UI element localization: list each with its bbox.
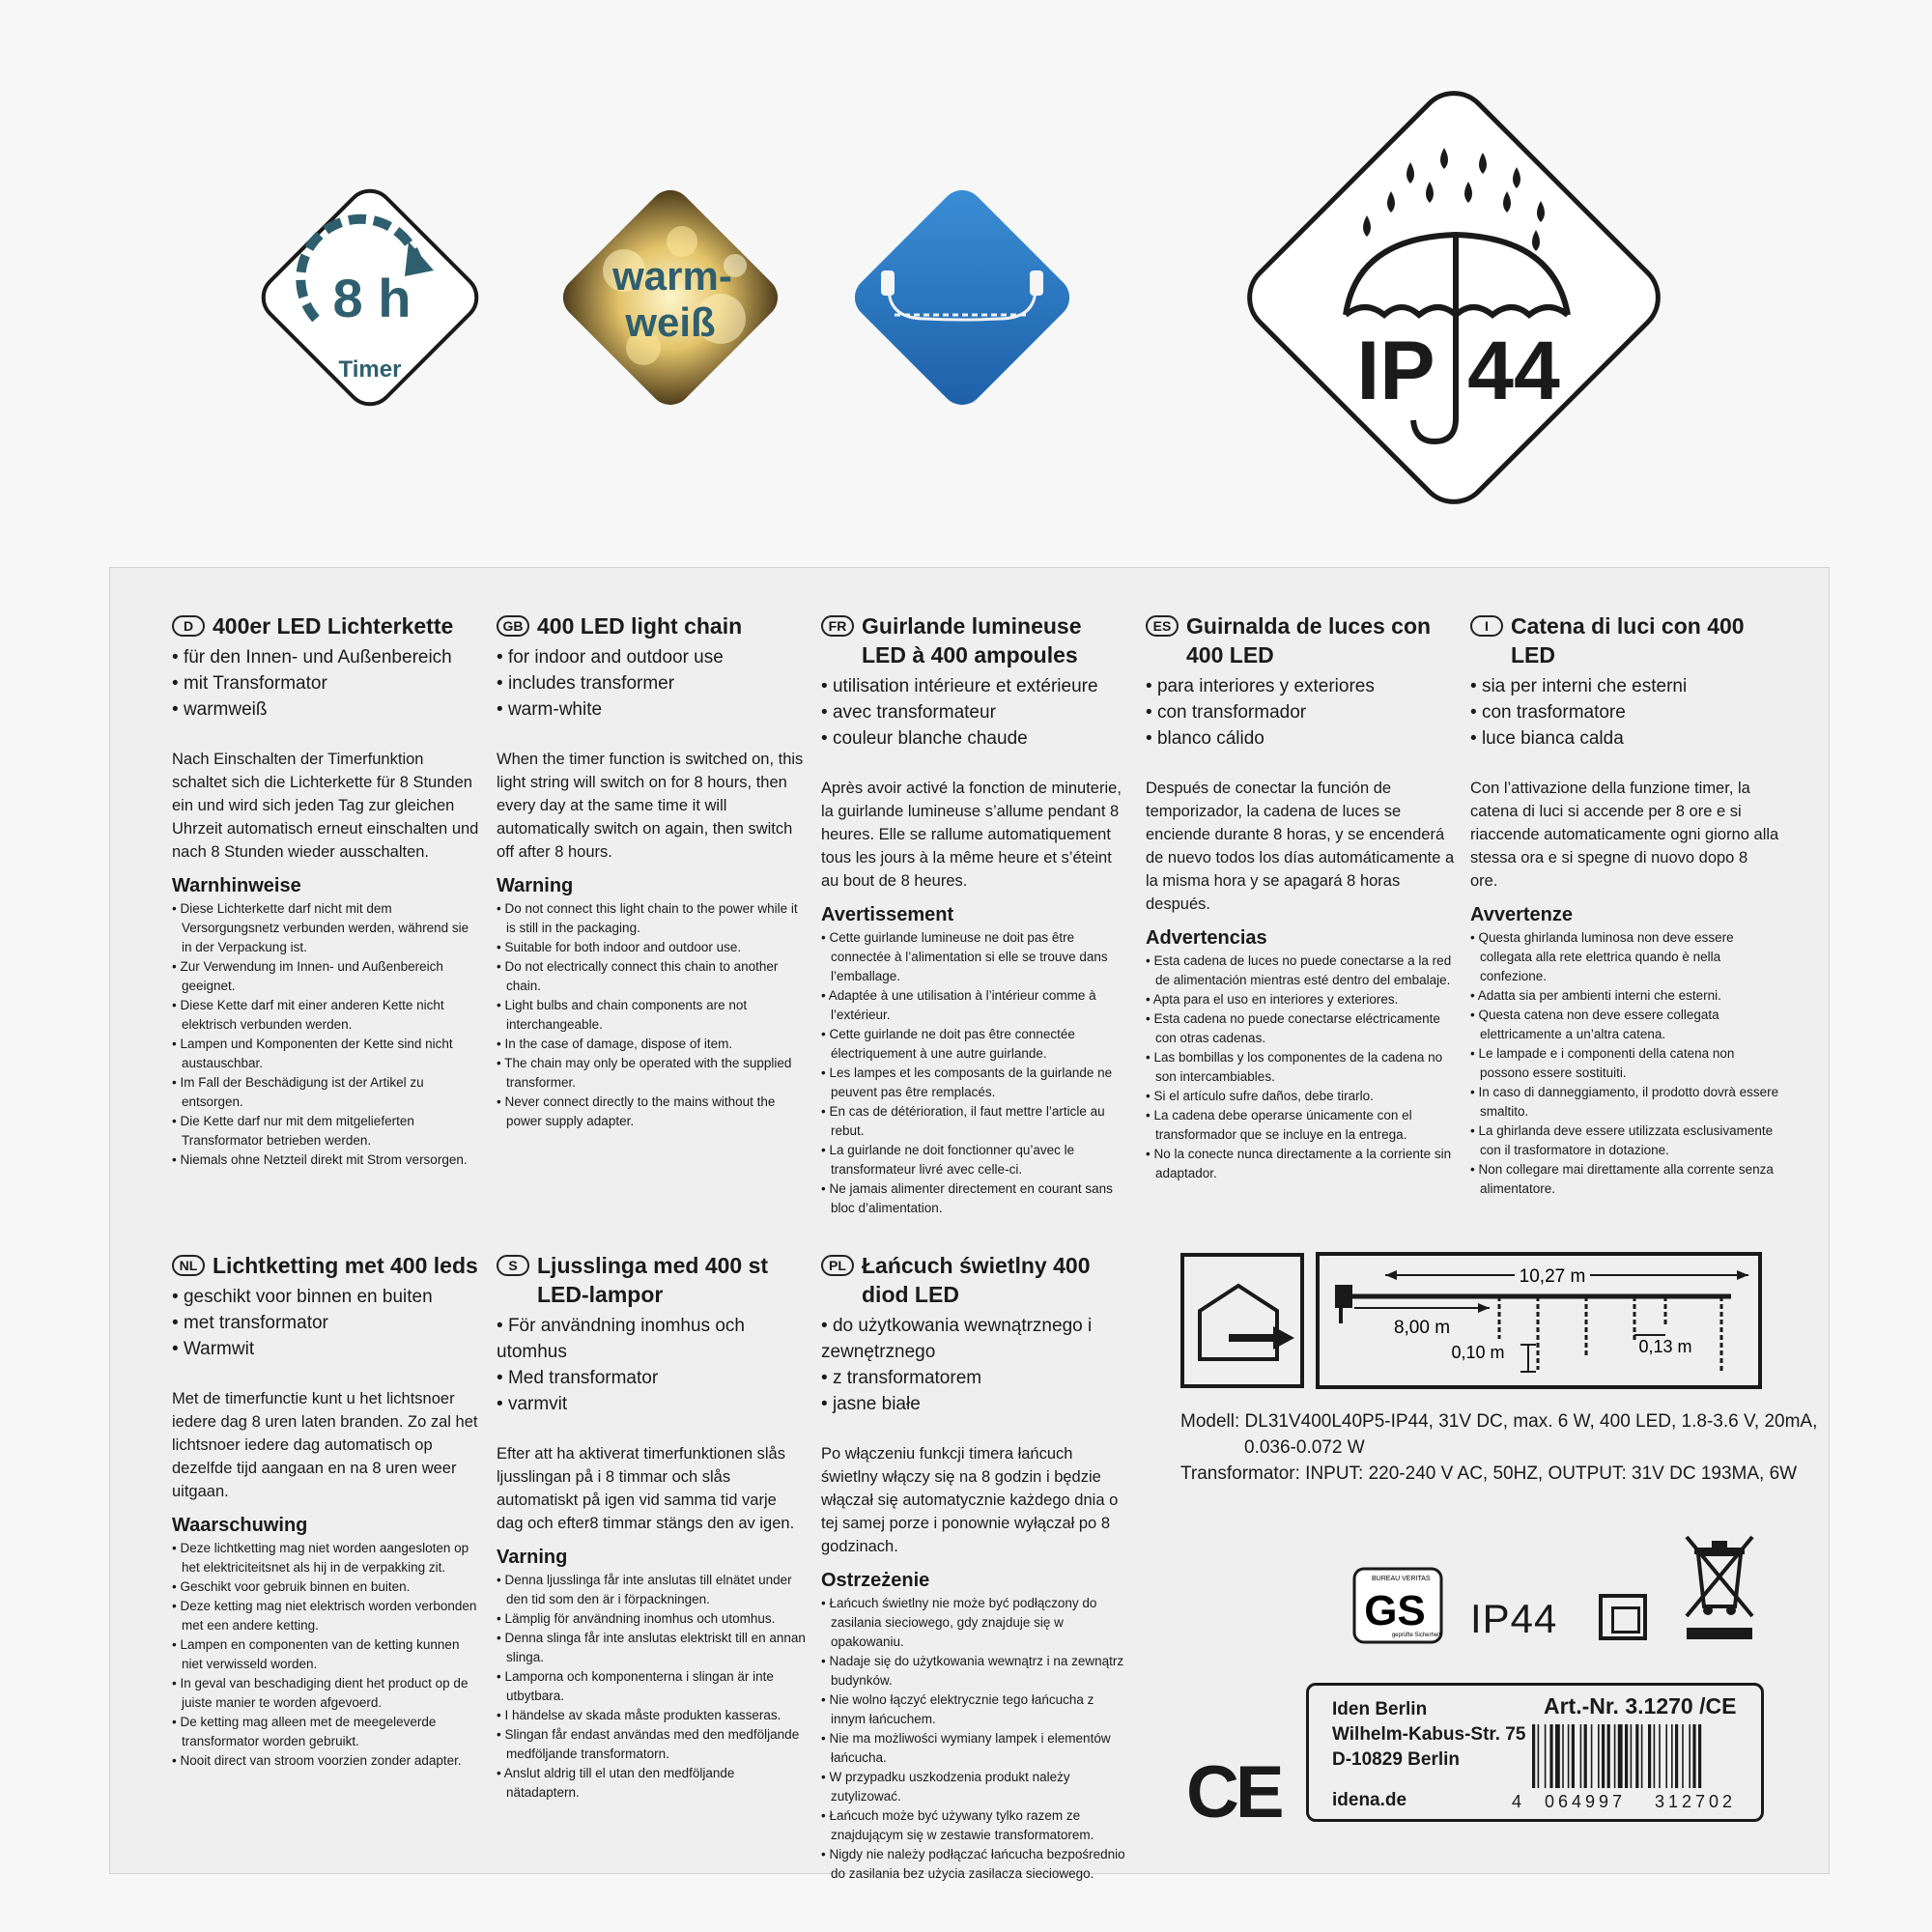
barcode-digits-left: 064997: [1545, 1792, 1627, 1811]
warning-item: • No la conecte nunca directamente a la corriente sin adaptador.: [1146, 1145, 1455, 1183]
address-box: [1306, 1683, 1764, 1822]
warning-item: • Diese Kette darf mit einer anderen Kette nicht elektrisch verbunden werden.: [172, 996, 481, 1035]
column-title: 400 LED light chain: [537, 613, 743, 639]
warning-item: • Lampen en componenten van de ketting kunnen niet verwisseld worden.: [172, 1635, 481, 1674]
feature-item: • jasne białe: [821, 1391, 1130, 1417]
feature-item: • avec transformateur: [821, 699, 1130, 725]
barcode-bar: [1625, 1724, 1628, 1788]
model-spec: Modell: DL31V400L40P5-IP44, 31V DC, max. 6 W, 400 LED, 1.8-3.6 V, 20mA,: [1180, 1411, 1818, 1432]
barcode-bar: [1682, 1724, 1684, 1788]
weee-bin-icon: [1681, 1531, 1758, 1642]
column-header: [172, 611, 481, 640]
column-header: [1470, 611, 1779, 669]
timer-paragraph: Nach Einschalten der Timerfunktion schaltet sich die Lichterkette für 8 Stunden ein und wird sich jeden Tag zur gleichen Uhrzeit automatisch erneut einschalten und nach 8 Stunden wieder ausschalten.: [172, 751, 479, 861]
warning-item: • Adaptée à une utilisation à l’intérieur comme à l’extérieur.: [821, 986, 1130, 1025]
barcode-bar: [1614, 1724, 1616, 1788]
warning-item: • Cette guirlande ne doit pas être connectée électriquement à une autre guirlande.: [821, 1025, 1130, 1064]
warning-item: • Łańcuch może być używany tylko razem ze znajdującym się w zestawie transformatorem.: [821, 1806, 1130, 1845]
language-badge: PL: [821, 1255, 854, 1276]
feature-item: • con trasformatore: [1470, 699, 1779, 725]
ip44-small-label: IP44: [1470, 1596, 1558, 1641]
feature-item: • warm-white: [497, 696, 806, 723]
warning-item: • Denna slinga får inte anslutas elektriskt till en annan slinga.: [497, 1629, 806, 1667]
feature-item: • Warmwit: [172, 1336, 481, 1362]
warning-list: [821, 928, 1130, 1218]
column-fr: [821, 611, 1130, 1218]
feature-item: • do użytkowania wewnątrznego i zewnętrznego: [821, 1313, 1130, 1365]
barcode-bar: [1549, 1724, 1552, 1788]
warning-item: • Nooit direct van stroom voorzien zonder adapter.: [172, 1751, 481, 1771]
column-header: [1146, 611, 1455, 669]
column-se: [497, 1251, 806, 1803]
barcode-bar: [1648, 1724, 1651, 1788]
barcode-bar: [1698, 1724, 1701, 1788]
warning-item: • Im Fall der Beschädigung ist der Artikel zu entsorgen.: [172, 1073, 481, 1112]
model-spec-cont: 0.036-0.072 W: [1244, 1437, 1365, 1458]
gs-bottom-text: geprüfte Sicherheit: [1391, 1633, 1441, 1638]
column-title: Lichtketting met 400 leds: [213, 1253, 478, 1278]
column-gb: [497, 611, 806, 1131]
warning-item: • Die Kette darf nur mit dem mitgelieferten Transformator betrieben werden.: [172, 1112, 481, 1151]
language-badge: ES: [1146, 615, 1179, 637]
barcode-bar: [1659, 1724, 1661, 1788]
feature-list: [1470, 673, 1779, 752]
specs-block: [1180, 1408, 1817, 1487]
warning-item: • Nadaje się do użytkowania wewnątrz i na zewnątrz budynków.: [821, 1652, 1130, 1690]
column-header: [497, 1251, 806, 1309]
warning-list: [172, 899, 481, 1170]
column-header: [821, 1251, 1130, 1309]
feature-list: [1146, 673, 1455, 752]
barcode-digits-right: 312702: [1655, 1792, 1737, 1811]
column-header: [497, 611, 806, 640]
company-name: Iden Berlin: [1332, 1699, 1428, 1719]
timer-label: Timer: [338, 356, 402, 383]
ip44-rain-badge: [1203, 46, 1705, 549]
feature-list: [172, 644, 481, 723]
warm-white-line2: weiß: [625, 299, 716, 345]
warning-item: • De ketting mag alleen met de meegeleverde transformator worden gebruikt.: [172, 1713, 481, 1751]
warning-item: • Lamporna och komponenterna i slingan är inte utbytbara.: [497, 1667, 806, 1706]
warning-item: • Las bombillas y los componentes de la cadena no son intercambiables.: [1146, 1048, 1455, 1087]
column-title: Guirlande lumineuse LED à 400 ampoules: [862, 613, 1082, 668]
timer-paragraph: Con l’attivazione della funzione timer, la catena di luci si accende per 8 ore e si riaccende automaticamente ogni giorno alla stessa ora e si spegne di nuovo dopo 8 ore.: [1470, 780, 1779, 890]
feature-item: • Med transformator: [497, 1365, 806, 1391]
barcode-bar: [1665, 1724, 1667, 1788]
warning-item: • Deze ketting mag niet elektrisch worden verbonden met een andere ketting.: [172, 1597, 481, 1635]
warning-item: • Do not electrically connect this chain to another chain.: [497, 957, 806, 996]
barcode-bar: [1572, 1724, 1575, 1788]
feature-list: [497, 644, 806, 723]
ip-number: 44: [1467, 325, 1560, 417]
barcode-bar: [1545, 1724, 1547, 1788]
barcode-bar: [1631, 1724, 1633, 1788]
warning-title: Ostrzeżenie: [821, 1570, 930, 1591]
warning-item: • I händelse av skada måste produkten kasseras.: [497, 1706, 806, 1725]
indoor-outdoor-icon: [1180, 1253, 1304, 1388]
feature-item: • För användning inomhus och utomhus: [497, 1313, 806, 1365]
feature-item: • mit Transformator: [172, 670, 481, 696]
feature-item: • z transformatorem: [821, 1365, 1130, 1391]
warning-item: • La guirlande ne doit fonctionner qu’avec le transformateur livré avec celle-ci.: [821, 1141, 1130, 1179]
company-city: D-10829 Berlin: [1332, 1749, 1461, 1770]
ce-mark: CE: [1186, 1751, 1281, 1833]
timer-paragraph: Después de conectar la función de temporizador, la cadena de luces se enciende durante 8 horas, y se encenderá de nuevo todos los días automáticamente a la misma hora y se apagará 8 horas después.: [1146, 780, 1455, 913]
barcode-bar: [1580, 1724, 1582, 1788]
double-insulation-icon: [1599, 1594, 1647, 1640]
ip-label: IP: [1356, 325, 1435, 417]
barcode-bar: [1641, 1724, 1643, 1788]
language-badge: S: [497, 1255, 529, 1276]
warning-title: Warning: [497, 875, 574, 896]
warning-item: • Lampen und Komponenten der Kette sind nicht austauschbar.: [172, 1035, 481, 1073]
chain-dimension-diagram: [1316, 1252, 1762, 1389]
warning-item: • Suitable for both indoor and outdoor use.: [497, 938, 806, 957]
warning-item: • Niemals ohne Netzteil direkt mit Strom versorgen.: [172, 1151, 481, 1170]
gs-mark: [1352, 1567, 1443, 1644]
feature-list: [821, 673, 1130, 752]
strand-spacing-label: 0,13 m: [1638, 1337, 1692, 1356]
warning-title: Avvertenze: [1470, 904, 1573, 925]
language-badge: I: [1470, 615, 1503, 637]
warning-item: • Anslut aldrig till el utan den medföljande nätadaptern.: [497, 1764, 806, 1803]
barcode-bar: [1568, 1724, 1570, 1788]
barcode-bar: [1538, 1724, 1540, 1788]
warning-item: • Deze lichtketting mag niet worden aangesloten op het elektriciteitsnet als hij in de verpakking zit.: [172, 1539, 481, 1577]
warning-list: [497, 899, 806, 1131]
gs-top-text: BUREAU VERITAS: [1372, 1576, 1431, 1582]
barcode-bar: [1602, 1724, 1605, 1788]
warning-item: • Nie wolno łączyć elektrycznie tego łańcucha z innym łańcuchem.: [821, 1690, 1130, 1729]
timer-paragraph: When the timer function is switched on, this light string will switch on for 8 hours, then every day at the same time it will automatically switch on again, then switch off after 8 hours.: [497, 751, 804, 861]
barcode-bar: [1675, 1724, 1678, 1788]
transformer-spec: Transformator: INPUT: 220-240 V AC, 50HZ, OUTPUT: 31V DC 193MA, 6W: [1180, 1463, 1798, 1484]
feature-item: • warmweiß: [172, 696, 481, 723]
warning-title: Advertencias: [1146, 927, 1267, 949]
lead-length-label: 8,00 m: [1393, 1318, 1451, 1338]
feature-item: • für den Innen- und Außenbereich: [172, 644, 481, 670]
warning-item: • Esta cadena no puede conectarse eléctricamente con otras cadenas.: [1146, 1009, 1455, 1048]
warning-item: • La ghirlanda deve essere utilizzata esclusivamente con il trasformatore in dotazione.: [1470, 1122, 1779, 1160]
feature-item: • utilisation intérieure et extérieure: [821, 673, 1130, 699]
feature-item: • para interiores y exteriores: [1146, 673, 1455, 699]
barcode-bar: [1692, 1724, 1695, 1788]
warning-item: • Non collegare mai direttamente alla corrente senza alimentatore.: [1470, 1160, 1779, 1199]
warning-item: • Questa ghirlanda luminosa non deve essere collegata alla rete elettrica quando è nella confezione.: [1470, 928, 1779, 986]
warning-item: • Nie ma możliwości wymiany lampek i elementów łańcucha.: [821, 1729, 1130, 1768]
barcode: [1528, 1724, 1752, 1792]
warning-item: • Geschikt voor gebruik binnen en buiten.: [172, 1577, 481, 1597]
barcode-digit-first: 4: [1512, 1792, 1522, 1811]
warning-item: • Si el artículo sufre daños, debe tirarlo.: [1146, 1087, 1455, 1106]
language-badge: FR: [821, 615, 854, 637]
language-badge: GB: [497, 615, 529, 637]
language-badge: NL: [172, 1255, 205, 1276]
column-it: [1470, 611, 1779, 1199]
warning-item: • Apta para el uso en interiores y exteriores.: [1146, 990, 1455, 1009]
warning-item: • Slingan får endast användas med den medföljande medföljande transformatorn.: [497, 1725, 806, 1764]
barcode-bar: [1689, 1724, 1690, 1788]
warning-item: • Łańcuch świetlny nie może być podłączony do zasilania sieciowego, gdy znajduje się w opakowaniu.: [821, 1594, 1130, 1652]
warning-item: • In caso di danneggiamento, il prodotto dovrà essere smaltito.: [1470, 1083, 1779, 1122]
warning-item: • Le lampade e i componenti della catena non possono essere sostituiti.: [1470, 1044, 1779, 1083]
timer-value: 8 h: [332, 268, 412, 328]
barcode-bar: [1555, 1724, 1560, 1788]
warning-item: • Ne jamais alimenter directement en courant sans bloc d’alimentation.: [821, 1179, 1130, 1218]
column-es: [1146, 611, 1455, 1183]
barcode-bar: [1532, 1724, 1535, 1788]
feature-list: [172, 1284, 481, 1362]
barcode-bar: [1584, 1724, 1587, 1788]
warning-item: • W przypadku uszkodzenia produkt należy zutylizować.: [821, 1768, 1130, 1806]
feature-item: • for indoor and outdoor use: [497, 644, 806, 670]
warm-white-badge: [547, 174, 794, 421]
feature-item: • couleur blanche chaude: [821, 725, 1130, 752]
warning-list: [1470, 928, 1779, 1199]
feature-item: • met transformator: [172, 1310, 481, 1336]
company-street: Wilhelm-Kabus-Str. 75: [1332, 1724, 1526, 1745]
warning-item: • La cadena debe operarse únicamente con el transformador que se incluye en la entrega.: [1146, 1106, 1455, 1145]
warning-title: Waarschuwing: [172, 1515, 308, 1536]
warning-item: • In geval van beschadiging dient het product op de juiste manier te worden afgevoerd.: [172, 1674, 481, 1713]
feature-item: • con transformador: [1146, 699, 1455, 725]
barcode-bar: [1598, 1724, 1600, 1788]
article-number: Art.-Nr. 3.1270 /CE: [1544, 1693, 1737, 1719]
barcode-bar: [1562, 1724, 1564, 1788]
feature-list: [497, 1313, 806, 1417]
light-chain-badge: [838, 174, 1086, 421]
barcode-bar: [1618, 1724, 1623, 1788]
warning-item: • Denna ljusslinga får inte anslutas till elnätet under den tid som den är i förpackningen.: [497, 1571, 806, 1609]
column-title: Łańcuch świetlny 400 diod LED: [862, 1253, 1091, 1307]
feature-item: • geschikt voor binnen en buiten: [172, 1284, 481, 1310]
warning-title: Warnhinweise: [172, 875, 301, 896]
warning-item: • Les lampes et les composants de la guirlande ne peuvent pas être remplacés.: [821, 1064, 1130, 1102]
warning-title: Avertissement: [821, 904, 954, 925]
warning-item: • Light bulbs and chain components are not interchangeable.: [497, 996, 806, 1035]
barcode-bar: [1654, 1724, 1656, 1788]
barcode-bar: [1607, 1724, 1610, 1788]
drop-spacing-label: 0,10 m: [1451, 1343, 1505, 1362]
warning-list: [172, 1539, 481, 1771]
column-de: [172, 611, 481, 1170]
warning-item: • En cas de détérioration, il faut mettre l’article au rebut.: [821, 1102, 1130, 1141]
warning-list: [821, 1594, 1130, 1884]
column-pl: [821, 1251, 1130, 1884]
warning-list: [1146, 952, 1455, 1183]
barcode-bar: [1635, 1724, 1638, 1788]
warm-white-line1: warm-: [612, 253, 732, 298]
column-title: 400er LED Lichterkette: [213, 613, 454, 639]
warning-item: • In the case of damage, dispose of item.: [497, 1035, 806, 1054]
warning-item: • Esta cadena de luces no puede conectarse a la red de alimentación mientras esté dentro del embalaje.: [1146, 952, 1455, 990]
column-title: Catena di luci con 400 LED: [1511, 613, 1745, 668]
column-header: [821, 611, 1130, 669]
total-length-label: 10,27 m: [1519, 1266, 1586, 1287]
feature-item: • sia per interni che esterni: [1470, 673, 1779, 699]
feature-item: • blanco cálido: [1146, 725, 1455, 752]
timer-paragraph: Après avoir activé la fonction de minuterie, la guirlande lumineuse s’allume pendant 8 heures. Elle se rallume automatiquement tous les jours à la même heure et s’éteint au bout de 8 heures.: [821, 780, 1122, 890]
warning-item: • Lämplig för användning inomhus och utomhus.: [497, 1609, 806, 1629]
company-website: idena.de: [1332, 1790, 1407, 1810]
warning-item: • Zur Verwendung im Innen- und Außenbereich geeignet.: [172, 957, 481, 996]
warning-item: • Nigdy nie należy podłączać łańcucha bezpośrednio do zasilania bez użycia zasilacza sieciowego.: [821, 1845, 1130, 1884]
barcode-bar: [1591, 1724, 1593, 1788]
warning-item: • Do not connect this light chain to the power while it is still in the packaging.: [497, 899, 806, 938]
feature-item: • varmvit: [497, 1391, 806, 1417]
timer-badge: [246, 174, 494, 421]
warning-item: • Cette guirlande lumineuse ne doit pas être connectée à l’alimentation si elle se trouve dans l’emballage.: [821, 928, 1130, 986]
feature-item: • includes transformer: [497, 670, 806, 696]
column-title: Guirnalda de luces con 400 LED: [1186, 613, 1432, 668]
feature-item: • luce bianca calda: [1470, 725, 1779, 752]
warning-list: [497, 1571, 806, 1803]
column-title: Ljusslinga med 400 st LED-lampor: [537, 1253, 769, 1307]
warning-item: • The chain may only be operated with the supplied transformer.: [497, 1054, 806, 1093]
warning-item: • Diese Lichterkette darf nicht mit dem Versorgungsnetz verbunden werden, während sie in der Verpackung ist.: [172, 899, 481, 957]
feature-list: [821, 1313, 1130, 1417]
column-nl: [172, 1251, 481, 1771]
gs-text: GS: [1364, 1587, 1426, 1634]
warning-title: Varning: [497, 1547, 568, 1568]
language-badge: D: [172, 615, 205, 637]
warning-item: • Questa catena non deve essere collegata elettricamente a un’altra catena.: [1470, 1006, 1779, 1044]
warning-item: • Never connect directly to the mains without the power supply adapter.: [497, 1093, 806, 1131]
timer-paragraph: Efter att ha aktiverat timerfunktionen slås ljusslingan på i 8 timmar och slås automatiskt på igen vid samma tid varje dag och efter8 timmar stängs den av igen.: [497, 1445, 795, 1532]
timer-paragraph: Po włączeniu funkcji timera łańcuch świetlny włączy się na 8 godzin i będzie włączał się automatycznie każdego dnia o tej samej porze i ponownie wyłączał po 8 godzinach.: [821, 1445, 1119, 1555]
barcode-bar: [1671, 1724, 1673, 1788]
warning-item: • Adatta sia per ambienti interni che esterni.: [1470, 986, 1779, 1006]
timer-paragraph: Met de timerfunctie kunt u het lichtsnoer iedere dag 8 uren laten branden. Zo zal het lichtsnoer iedere dag automatisch op dezelfde tijd aangaan en na 8 uren weer uitgaan.: [172, 1390, 478, 1500]
column-header: [172, 1251, 481, 1280]
